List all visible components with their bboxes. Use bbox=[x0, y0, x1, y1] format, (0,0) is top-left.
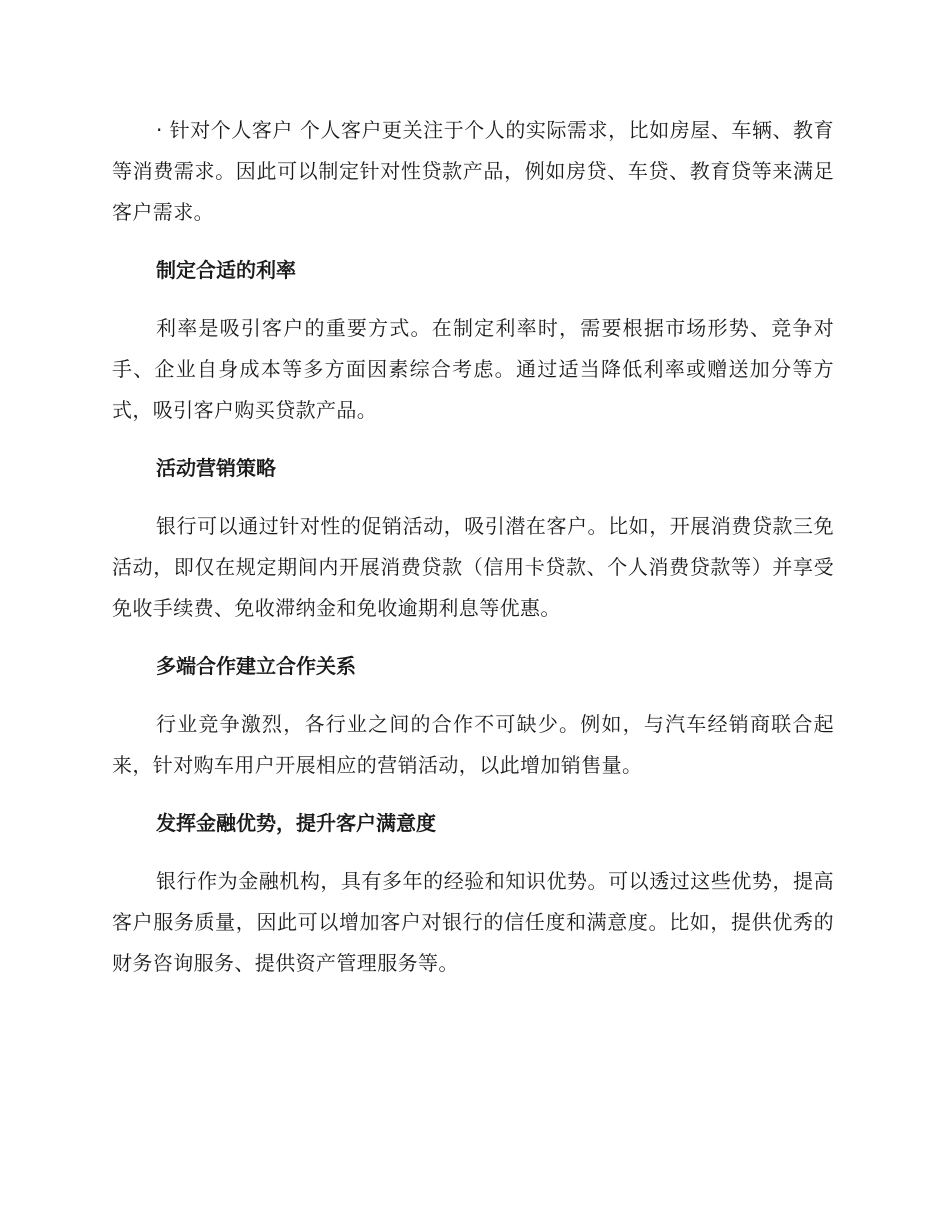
heading-multi-party-cooperation: 多端合作建立合作关系 bbox=[156, 654, 356, 678]
paragraph-personal-customers: · 针对个人客户 个人客户更关注于个人的实际需求，比如房屋、车辆、教育等消费需求。因此可以制定针对性贷款产品，例如房贷、车贷、教育贷等来满足客户需求。 bbox=[112, 118, 834, 224]
paragraph-financial-advantage: 银行作为金融机构，具有多年的经验和知识优势。可以透过这些优势，提高客户服务质量，因此可以增加客户对银行的信任度和满意度。比如，提供优秀的财务咨询服务、提供资产管理服务等。 bbox=[112, 869, 834, 975]
paragraph-activity-marketing: 银行可以通过针对性的促销活动，吸引潜在客户。比如，开展消费贷款三免活动，即仅在规定期间内开展消费贷款（信用卡贷款、个人消费贷款等）并享受免收手续费、免收滞纳金和免收逾期利息等优惠。 bbox=[112, 514, 834, 620]
heading-activity-marketing: 活动营销策略 bbox=[156, 456, 276, 480]
document-body bbox=[112, 110, 834, 984]
paragraph-interest-rate: 利率是吸引客户的重要方式。在制定利率时，需要根据市场形势、竞争对手、企业自身成本等多方面因素综合考虑。通过适当降低利率或赠送加分等方式，吸引客户购买贷款产品。 bbox=[112, 316, 834, 422]
paragraph-multi-party-cooperation: 行业竞争激烈，各行业之间的合作不可缺少。例如，与汽车经销商联合起来，针对购车用户开展相应的营销活动，以此增加销售量。 bbox=[112, 712, 834, 777]
heading-interest-rate: 制定合适的利率 bbox=[156, 258, 296, 282]
heading-financial-advantage: 发挥金融优势，提升客户满意度 bbox=[156, 811, 436, 835]
